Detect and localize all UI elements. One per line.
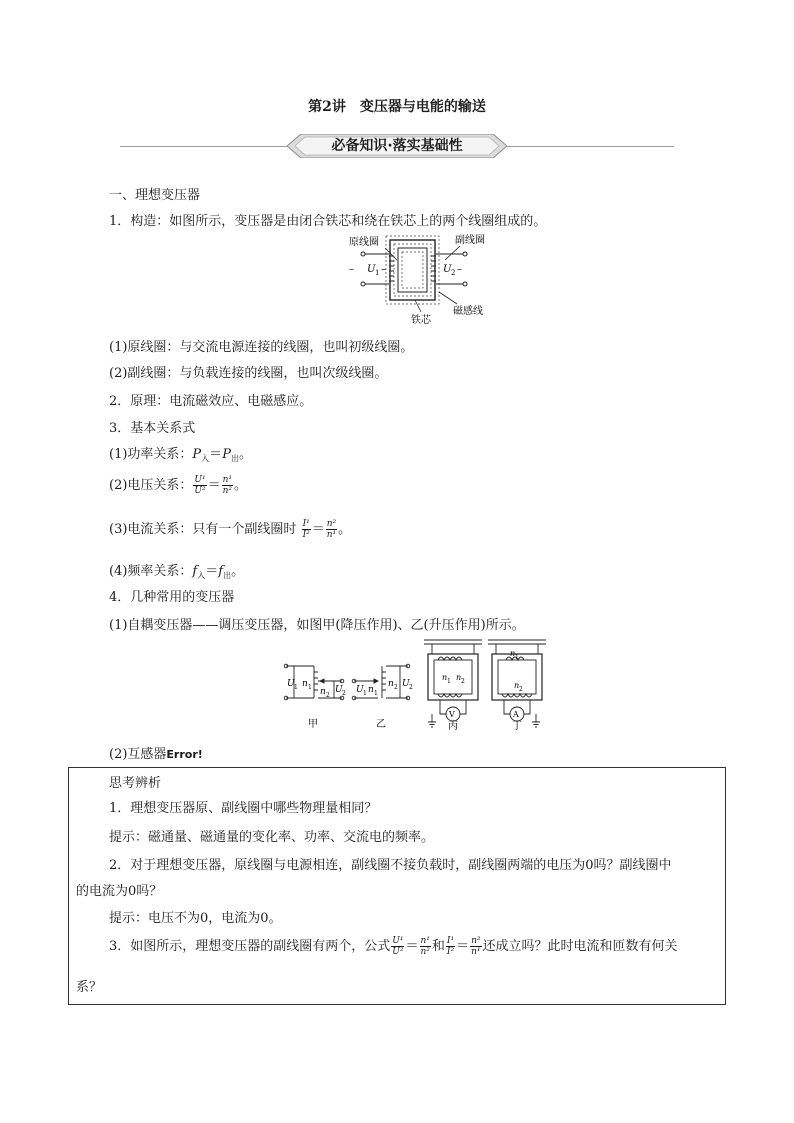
question-3-line-1: 3．如图所示，理想变压器的副线圈有两个，公式 $\frac{\text{U¹}}{\text{U²}}$ ＝ $\frac{\text{n¹}}{\text{n²}}$ 和 $\frac{\text{I¹}}{\text{I²}}$ ＝ $\frac{\text{n²}}{\text{n¹}}$ 还成立吗？此时电流和匝数有何关 [109, 936, 678, 957]
figure-label-jia: 甲 [308, 719, 318, 730]
current-relation: (3)电流关系：只有一个副线圈时 $\frac{\text{I¹}}{\text{I²}}$ ＝ $\frac{\text{n²}}{\text{n¹}}$ 。 [109, 519, 352, 540]
svg-text:n: n [510, 649, 516, 658]
svg-text:2: 2 [519, 686, 523, 693]
thinking-box-heading: 思考辨析 [109, 776, 162, 791]
svg-text:U: U [356, 685, 364, 695]
u2-label: U [443, 264, 452, 275]
transformer-types-figure [282, 636, 550, 732]
svg-text:–: – [381, 264, 386, 275]
fraction-n-inverse-box: $\frac{\text{n²}}{\text{n¹}}$ [471, 936, 481, 957]
error-marker: Error! [166, 748, 203, 761]
svg-text:A: A [513, 710, 519, 719]
fraction-n: $\frac{\text{n¹}}{\text{n²}}$ [222, 475, 233, 496]
primary-coil-definition: (1)原线圈：与交流电源连接的线圈，也叫初级线圈。 [109, 340, 414, 355]
hint-2: 提示：电压不为0，电流为0。 [109, 911, 282, 926]
figure-label-yi: 乙 [376, 719, 386, 730]
autotransformer-description: (1)自耦变压器——调压变压器，如图甲(降压作用)、乙(升压作用)所示。 [109, 618, 525, 633]
svg-text:n: n [442, 673, 448, 682]
mutual-inductor-line: (2)互感器Error! [109, 747, 203, 762]
item-basic-relations: 3．基本关系式 [109, 421, 196, 436]
banner-rule-right [504, 146, 674, 147]
svg-text:V: V [449, 710, 455, 719]
svg-text:1: 1 [375, 269, 380, 277]
svg-text:2: 2 [461, 678, 465, 685]
frequency-relation: (4)频率关系：$f_入=f_出$。 [109, 564, 245, 580]
page-title: 第2讲 变压器与电能的输送 [308, 99, 486, 115]
fraction-n-box: $\frac{\text{n¹}}{\text{n²}}$ [420, 936, 430, 957]
fraction-i-box: $\frac{\text{I¹}}{\text{I²}}$ [446, 936, 455, 957]
item-common-transformers: 4．几种常用的变压器 [109, 590, 235, 605]
banner-text: 必备知识·落实基础性 [331, 138, 463, 154]
svg-text:2: 2 [326, 692, 330, 699]
fraction-i: $\frac{\text{I¹}}{\text{I²}}$ [302, 519, 310, 540]
question-2-line-2: 的电流为0吗？ [76, 884, 163, 899]
svg-text:2: 2 [394, 684, 398, 691]
svg-text:2: 2 [451, 269, 456, 277]
section-heading-ideal-transformer: 一、理想变压器 [109, 188, 201, 203]
svg-text:1: 1 [308, 684, 312, 691]
section-banner [287, 134, 507, 158]
svg-text:1: 1 [363, 690, 367, 697]
svg-text:n: n [320, 687, 326, 697]
core-label: 铁芯 [411, 315, 431, 324]
svg-text:–: – [457, 264, 462, 275]
question-1: 1．理想变压器原、副线圈中哪些物理量相同？ [109, 801, 378, 816]
primary-coil-label: 原线圈 [349, 237, 379, 248]
svg-text:1: 1 [447, 678, 451, 685]
question-2-line-1: 2．对于理想变压器，原线圈与电源相连，副线圈不接负载时，副线圈两端的电压为0吗？副线圈中 [109, 858, 672, 873]
power-relation: (1)功率关系：$P_入=P_出$。 [109, 447, 252, 463]
figure-label-bing: 丙 [448, 721, 458, 732]
svg-text:n: n [514, 681, 520, 690]
svg-text:n: n [302, 679, 308, 689]
svg-text:1: 1 [374, 690, 378, 697]
svg-text:1: 1 [294, 684, 298, 691]
question-3-line-2: 系？ [76, 980, 103, 995]
svg-text:n: n [388, 679, 394, 689]
secondary-coil-definition: (2)副线圈：与负载连接的线圈，也叫次级线圈。 [109, 366, 388, 381]
fraction-n-inverse: $\frac{\text{n²}}{\text{n¹}}$ [326, 519, 337, 540]
svg-text:U: U [335, 685, 343, 695]
hint-1: 提示：磁通量、磁通量的变化率、功率、交流电的频率。 [109, 830, 435, 845]
item-structure: 1．构造：如图所示，变压器是由闭合铁芯和绕在铁芯上的两个线圈组成的。 [109, 214, 547, 229]
svg-text:n: n [368, 685, 374, 695]
figure-label-ding: 丁 [512, 721, 522, 732]
svg-text:2: 2 [342, 690, 346, 697]
transformer-figure [345, 232, 515, 324]
svg-text:U: U [287, 679, 295, 689]
secondary-coil-label: 副线圈 [455, 235, 485, 246]
voltage-relation: (2)电压关系： $\frac{\text{U¹}}{\text{U²}}$ ＝ $\frac{\text{n¹}}{\text{n²}}$ 。 [109, 475, 248, 496]
svg-text:n: n [456, 673, 462, 682]
svg-text:2: 2 [409, 684, 413, 691]
item-principle: 2．原理：电流磁效应、电磁感应。 [109, 394, 313, 409]
svg-text:1: 1 [515, 654, 519, 661]
svg-text:U: U [402, 679, 410, 689]
flux-line-label: 磁感线 [453, 306, 483, 317]
banner-rule-left [120, 146, 290, 147]
u1-label: U [367, 264, 376, 275]
fraction-u-box: $\frac{\text{U¹}}{\text{U²}}$ [392, 936, 404, 957]
svg-text:–: – [349, 264, 354, 275]
fraction-u: $\frac{\text{U¹}}{\text{U²}}$ [194, 475, 206, 496]
